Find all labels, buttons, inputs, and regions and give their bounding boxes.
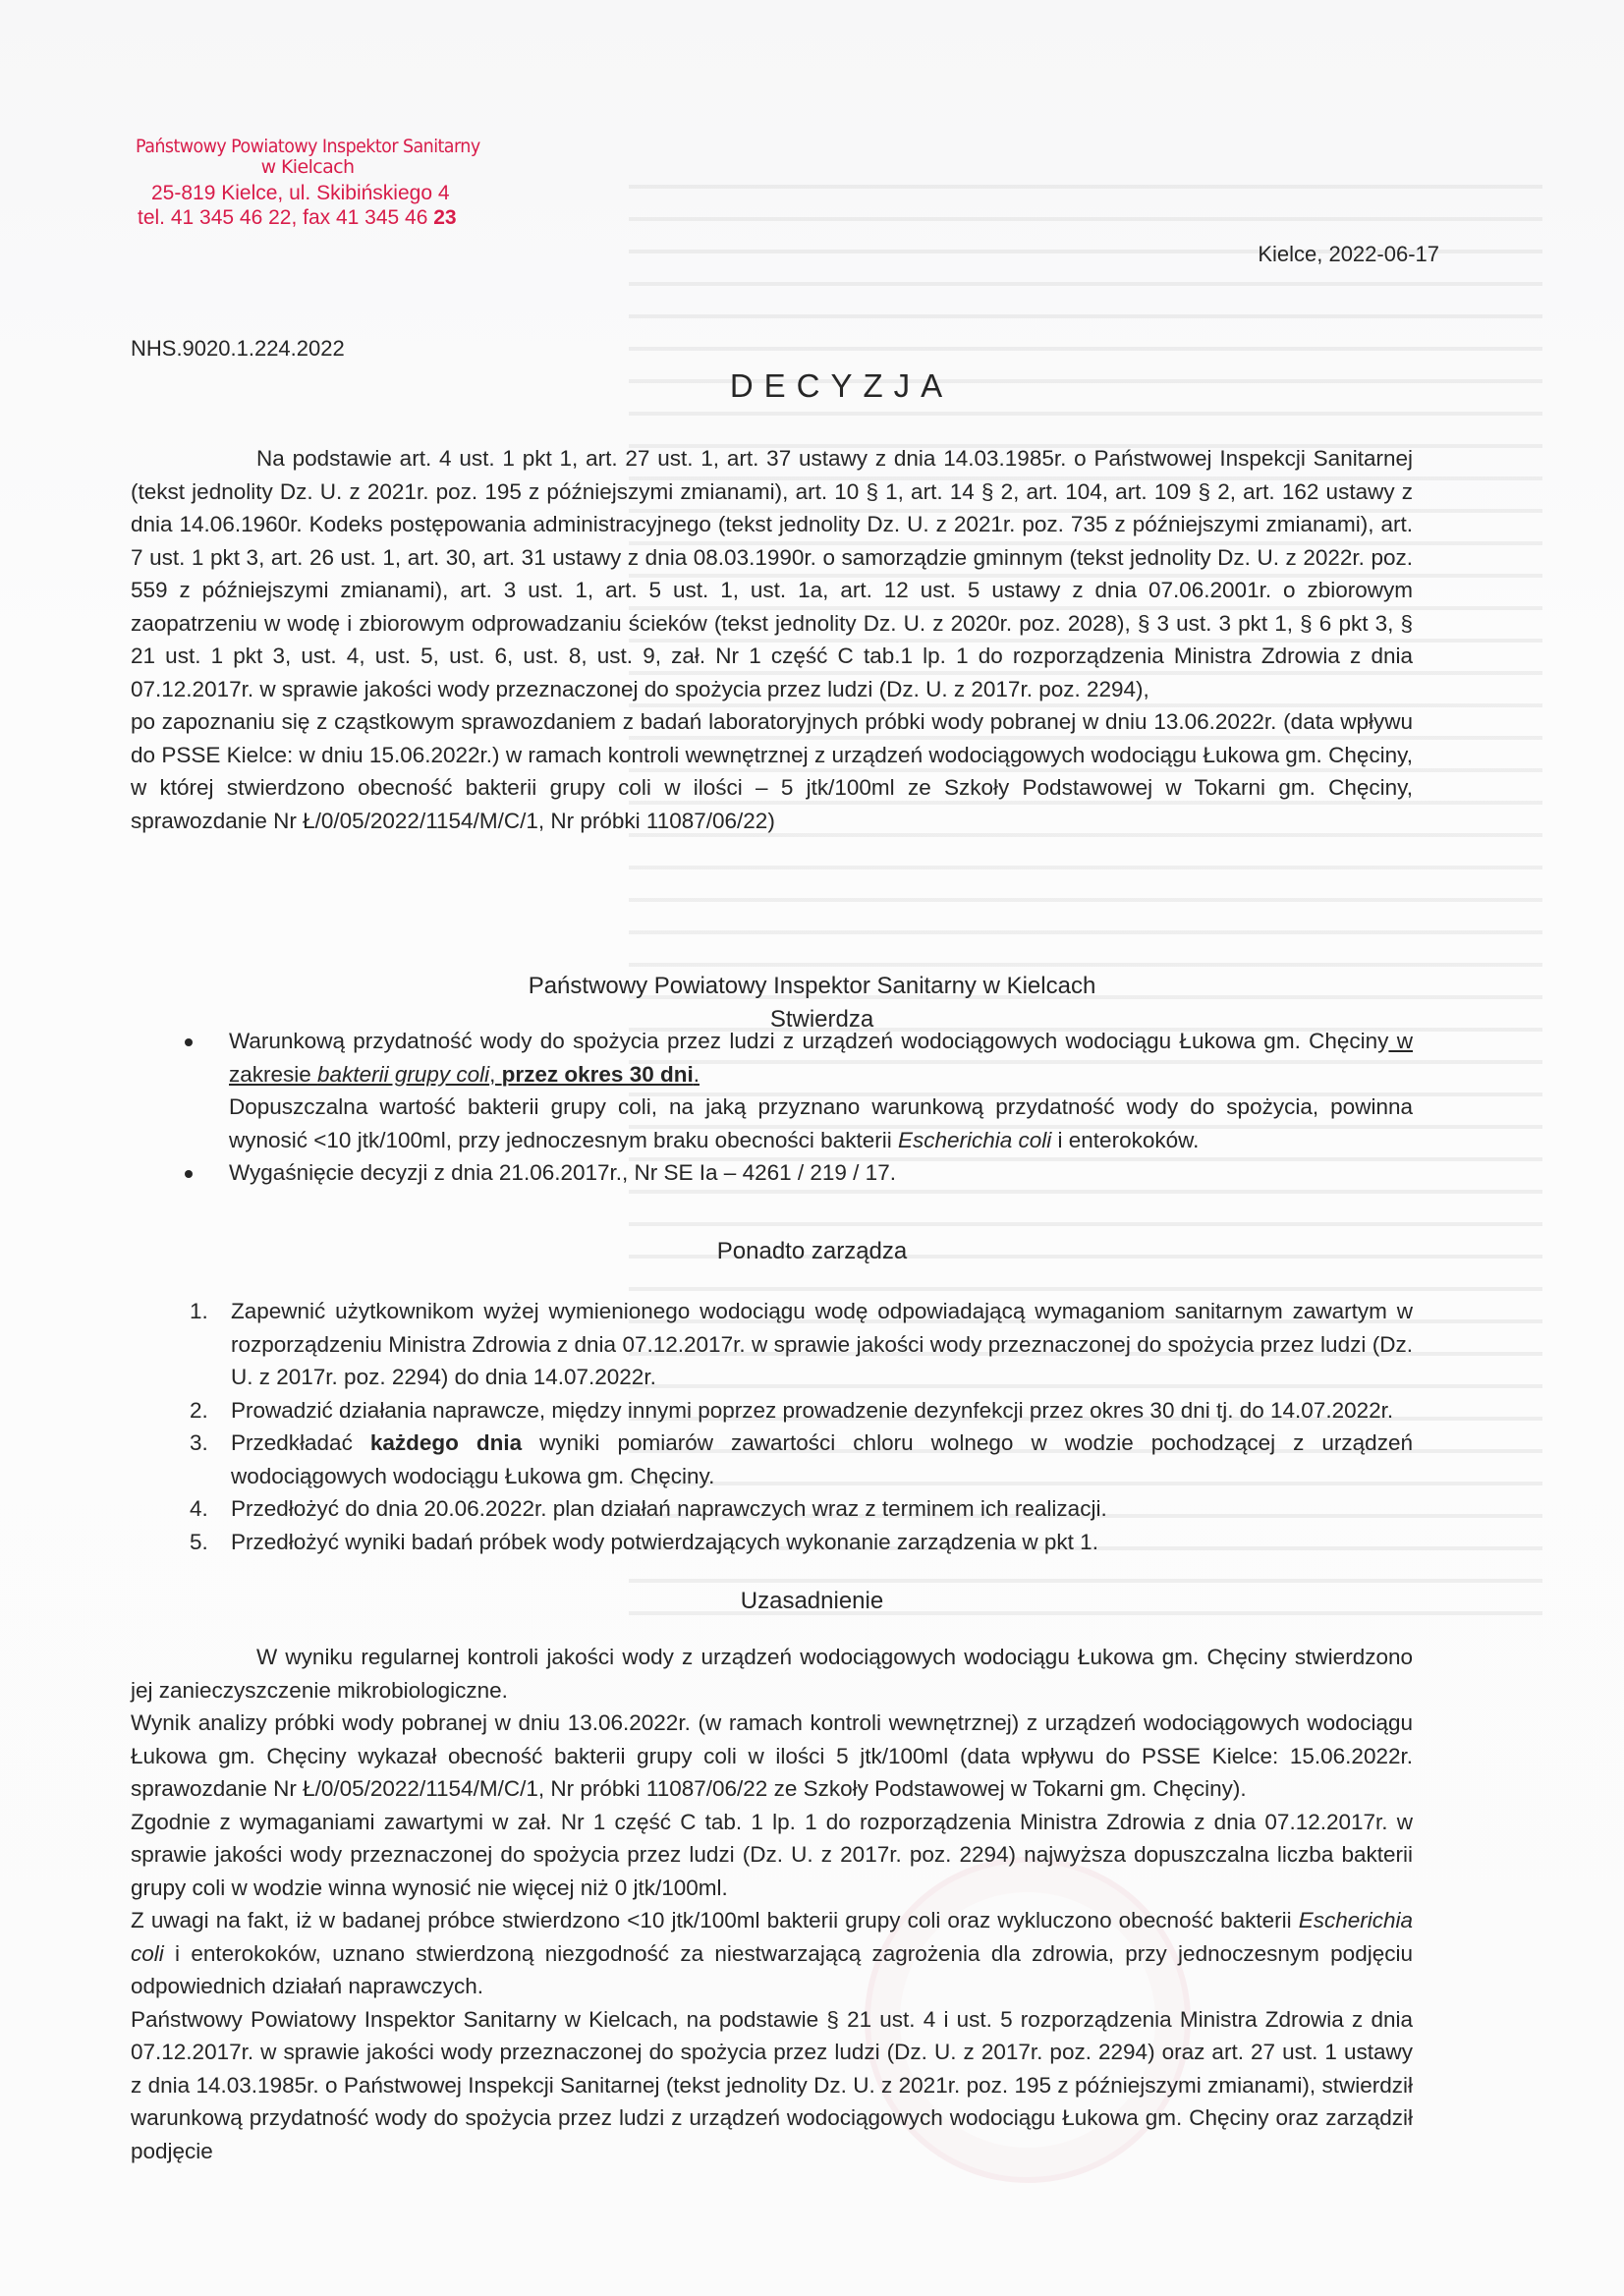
scope-italic: bakterii grupy coli [317,1061,490,1087]
finding-item [177,1156,1413,1190]
legal-basis-paragraph: Na podstawie art. 4 ust. 1 pkt 1, art. 27 ust. 1, art. 37 ustawy z dnia 14.03.1985r. o Państwowej Inspekcji Sanitarnej (tekst jednolity Dz. U. z 2021r. poz. 195 z późniejszymi zmianami), art. 10 § 1, art. 14 § 2, art. 104, art. 109 § 2, art. 162 ustawy z dnia 14.06.1960r. Kodeks postępowania administracyjnego (tekst jednolity Dz. U. z 2021r. poz. 735 z późniejszymi zmianami), art. 7 ust. 1 pkt 3, art. 26 ust. 1, art. 30, art. 31 ustawy z dnia 08.03.1990r. o samorządzie gminnym (tekst jednolity Dz. U. z 2022r. poz. 559 z późniejszymi zmianami), art. 3 ust. 1, art. 5 ust. 1, ust. 1a, art. 12 ust. 5 ustawy z dnia 07.06.2001r. o zbiorowym zaopatrzeniu w wodę i zbiorowym odprowadzaniu ścieków (tekst jednolity Dz. U. z 2020r. poz. 2028), § 3 ust. 3 pkt 1, § 6 pkt 3, § 21 ust. 1 pkt 3, ust. 4, ust. 5, ust. 6, ust. 8, ust. 9, zał. Nr 1 część C tab.1 lp. 1 do rozporządzenia Ministra Zdrowia z dnia 07.12.2017r. w sprawie jakości wody przeznaczonej do spożycia przez ludzi (Dz. U. z 2017r. poz. 2294), [131,446,1413,701]
letterhead-phone-suffix: 23 [433,206,457,229]
justification-text-cont: i enterokoków, uznano stwierdzoną niezgodność za niestwarzającą zagrożenia dla zdrowia, przy jednoczesnym podjęciu odpowiednich działań naprawczych. [131,1940,1413,1998]
order-number: 1. [190,1299,208,1323]
stwierdza-heading: Stwierdza [769,1006,874,1033]
order-text: Prowadzić działania naprawcze, między innymi poprzez prowadzenie dezynfekcji przez okres 30 dni tj. do 14.07.2022r. [231,1397,1394,1423]
order-text: Przedłożyć wyniki badań próbek wody potwierdzających wykonanie zarządzenia w pkt 1. [231,1529,1098,1554]
justification-paragraph: W wyniku regularnej kontroli jakości wody z urządzeń wodociągowych wodociągu Łukowa gm. Chęciny stwierdzono jej zanieczyszczenie mikrobiologiczne. [131,1645,1413,1703]
order-text: Zapewnić użytkownikom wyżej wymienionego wodociągu wodę odpowiadającą wymaganiom sanitarnym zawartym w rozporządzeniu Ministra Zdrowia z dnia 07.12.2017r. w sprawie jakości wody przeznaczonej do spożycia przez ludzi (Dz. U. z 2017r. poz. 2294) do dnia 14.07.2022r. [231,1299,1413,1389]
justification-paragraph: Państwowy Powiatowy Inspektor Sanitarny w Kielcach, na podstawie § 21 ust. 4 i ust. 5 rozporządzenia Ministra Zdrowia z dnia 07.12.2017r. w sprawie jakości wody przeznaczonej do spożycia przez ludzi (Dz. U. z 2017r. poz. 2294) oraz art. 27 ust. 1 ustawy z dnia 14.03.1985r. o Państwowej Inspekcji Sanitarnej (tekst jednolity Dz. U. z 2021r. poz. 195 z późniejszymi zmianami), stwierdził warunkową przydatność wody do spożycia przez ludzi z urządzeń wodociągowych wodociągu Łukowa gm. Chęciny oraz zarządził podjęcie [131,2006,1413,2163]
order-item [192,1427,1413,1492]
scope-end: . [693,1061,700,1087]
orders-list [192,1295,1413,1558]
letterhead-stamp [136,138,548,228]
letterhead-phone [138,207,548,228]
case-number: NHS.9020.1.224.2022 [131,336,345,361]
order-item [192,1492,1413,1526]
letterhead-authority: Państwowy Powiatowy Inspektor Sanitarny [136,136,480,157]
justification-paragraph [131,1904,1413,2003]
order-number: 5. [190,1529,208,1554]
letterhead-city: w Kielcach [260,156,355,178]
order-item [192,1295,1413,1394]
scope-text: w zakresie [229,1029,1414,1087]
order-number: 3. [190,1430,208,1455]
finding-detail-text: Dopuszczalna wartość bakterii grupy coli, na jaką przyznano warunkową przydatność wody do spożycia, powinna wynosić <10 jtk/100ml, przy jednoczesnym braku obecności bakterii [229,1094,1413,1152]
finding-text: Warunkową przydatność wody do spożycia przez ludzi z urządzeń wodociągowych wodociągu Łukowa gm. Chęciny [229,1029,1389,1053]
justification-paragraph: Zgodnie z wymaganiami zawartymi w zał. Nr 1 część C tab. 1 lp. 1 do rozporządzenia Ministra Zdrowia z dnia 07.12.2017r. w sprawie jakości wody przeznaczonej do spożycia przez ludzi (Dz. U. z 2017r. poz. 2294) najwyższa dopuszczalna liczba bakterii grupy coli w wodzie winna wynosić nie więcej niż 0 jtk/100ml. [131,1809,1413,1900]
place-and-date: Kielce, 2022-06-17 [1258,242,1439,266]
order-item [192,1526,1413,1559]
document-title: DECYZJA [729,367,954,404]
species-name: Escherichia coli [131,1908,1413,1966]
species-name: Escherichia coli [897,1127,1052,1152]
findings-list [177,1025,1413,1190]
order-text: Przedłożyć do dnia 20.06.2022r. plan działań naprawczych wraz z terminem ich realizacji. [231,1496,1107,1521]
order-number: 2. [190,1397,208,1423]
ponadto-heading: Ponadto zarządza [716,1238,908,1264]
bullet-icon [185,1038,193,1046]
finding-detail-end: i enterokoków. [1051,1127,1200,1152]
finding-text: Wygaśnięcie decyzji z dnia 21.06.2017r., Nr SE Ia – 4261 / 219 / 17. [229,1160,896,1185]
scope-comma: , [489,1061,502,1087]
order-number: 4. [190,1496,208,1521]
finding-item [177,1025,1413,1156]
justification-text: Z uwagi na fakt, iż w badanej próbce stwierdzono <10 jtk/100ml bakterii grupy coli oraz wykluczono obecność bakterii [131,1908,1299,1932]
justification-section [131,1641,1413,2167]
order-emphasis: każdego dnia [369,1430,523,1455]
finding-detail [229,1091,1413,1156]
authority-heading: Państwowy Powiatowy Inspektor Sanitarny w Kielcach [528,973,1096,999]
scope-period-bold: przez okres 30 dni [501,1061,694,1087]
intro-section [131,442,1413,837]
order-text: Przedkładać [231,1430,370,1455]
bullet-icon [185,1170,193,1178]
letterhead-phone-main: tel. 41 345 46 22, fax 41 345 46 [138,206,434,229]
letterhead-address: 25-819 Kielce, ul. Skibińskiego 4 [151,182,450,204]
uzasadnienie-heading: Uzasadnienie [740,1588,884,1614]
lab-report-paragraph: po zapoznaniu się z cząstkowym sprawozdaniem z badań laboratoryjnych próbki wody pobranej w dniu 13.06.2022r. (data wpływu do PSSE Kielce: w dniu 15.06.2022r.) w ramach kontroli wewnętrznej z urządzeń wodociągowych wodociągu Łukowa gm. Chęciny, w której stwierdzono obecność bakterii grupy coli w ilości – 5 jtk/100ml ze Szkoły Podstawowej w Tokarni gm. Chęciny, sprawozdanie Nr Ł/0/05/2022/1154/M/C/1, Nr próbki 11087/06/22) [131,709,1413,833]
order-text-cont: wyniki pomiarów zawartości chloru wolnego w wodzie pochodzącej z urządzeń wodociągowych wodociągu Łukowa gm. Chęciny. [231,1430,1413,1488]
justification-paragraph: Wynik analizy próbki wody pobranej w dniu 13.06.2022r. (w ramach kontroli wewnętrznej) z urządzeń wodociągowych wodociągu Łukowa gm. Chęciny wykazał obecność bakterii grupy coli w ilości 5 jtk/100ml (data wpływu do PSSE Kielce: 15.06.2022r. sprawozdanie Nr Ł/0/05/2022/1154/M/C/1, Nr próbki 11087/06/22 ze Szkoły Podstawowej w Tokarni gm. Chęciny). [131,1710,1413,1801]
order-item [192,1394,1413,1428]
